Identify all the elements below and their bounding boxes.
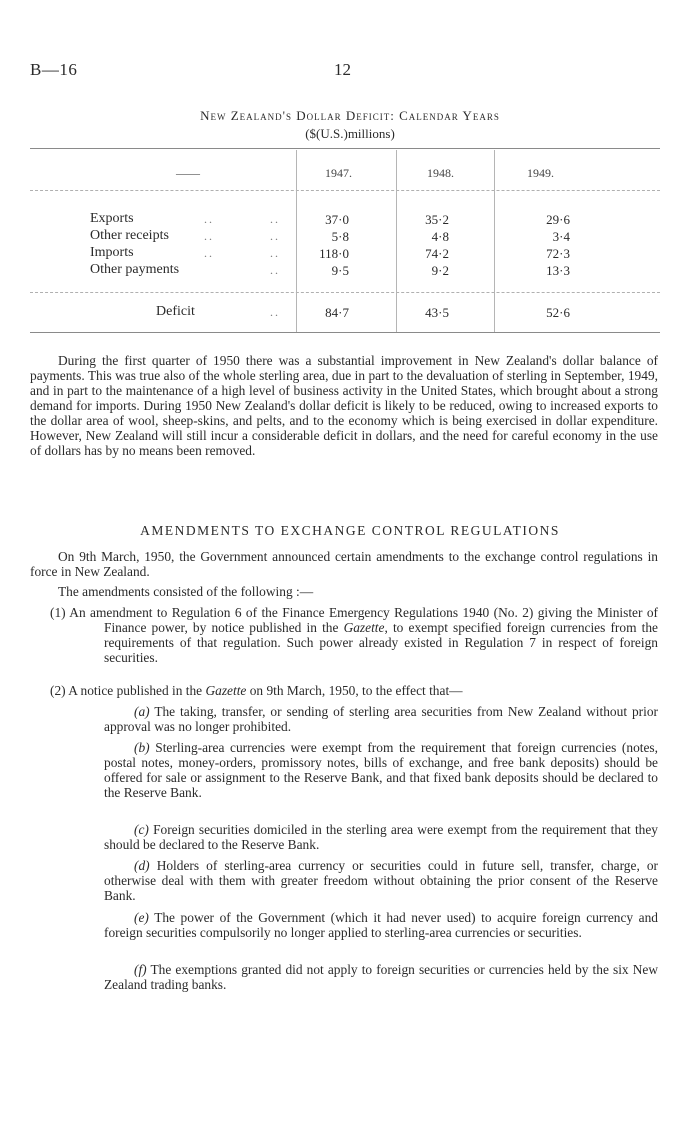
leader-dots: .. <box>204 212 214 226</box>
list-item-text: , to exempt specified foreign currencies from the requirements of that regulation. Such power already existed in Regulation 7 in respect of foreign securities. <box>104 620 658 665</box>
cell-imports-1948: 74·2 <box>425 246 449 261</box>
table-top-rule <box>30 148 660 149</box>
list-item-1-body <box>30 605 658 665</box>
sub-item-text: The taking, transfer, or sending of sterling area securities from New Zealand without prior approval was no longer prohibited. <box>104 704 658 734</box>
table-title: New Zealand's Dollar Deficit: Calendar Years <box>200 108 500 123</box>
cell-exports-1948: 35·2 <box>425 212 449 227</box>
cell-other-receipts-1948: 4·8 <box>431 229 449 244</box>
sub-item-d <box>104 858 658 903</box>
list-item-text: An amendment to Regulation 6 of the Finance Emergency Regulations 1940 (No. 2) giving the Minister of Finance power, by notice published in the <box>69 605 659 635</box>
gazette-italic: Gazette <box>205 683 247 698</box>
list-item-number: (1) <box>50 605 66 620</box>
cell-other-payments-1948: 9·2 <box>431 263 449 278</box>
cell-other-payments-1949: 13·3 <box>546 263 570 278</box>
list-item-text: A notice published in the <box>68 683 206 698</box>
sub-item-letter: (c) <box>134 822 149 837</box>
row-label-exports: Exports <box>90 211 134 226</box>
cell-deficit-1948: 43·5 <box>425 305 449 320</box>
leader-dots: .. <box>204 229 214 243</box>
cell-exports-1947: 37·0 <box>325 212 349 227</box>
sub-item-letter: (a) <box>134 704 150 719</box>
list-item-2-body <box>30 683 658 698</box>
leader-dots: .. <box>270 263 280 277</box>
sub-item-a <box>104 704 658 734</box>
sub-item-e <box>104 910 658 940</box>
list-item-number: (2) <box>50 683 66 698</box>
sub-item-letter: (f) <box>134 962 147 977</box>
paragraph-dollar-balance: During the first quarter of 1950 there was a substantial improvement in New Zealand's dollar balance of payments. This was true also of the whole sterling area, due in part to the devaluation of sterling in September, 1949, and in part to the maintenance of a high level of business activity in the United States, which brought about a strong demand for imports. During 1950 New Zealand's dollar deficit is likely to be reduced, owing to increased exports to the dollar area of wool, sheep-skins, and pelts, and to the economy which is being exercised in dollar expenditure. However, New Zealand will still incur a considerable deficit in dollars, and the need for careful economy in the use of dollars has by no means been removed. <box>30 353 658 458</box>
column-header-1949: 1949. <box>527 166 554 180</box>
cell-imports-1947: 118·0 <box>319 246 349 261</box>
table-bottom-rule <box>30 332 660 333</box>
leader-dots: .. <box>270 212 280 226</box>
section-heading: AMENDMENTS TO EXCHANGE CONTROL REGULATIONS <box>140 523 560 538</box>
cell-imports-1949: 72·3 <box>546 246 570 261</box>
sub-item-letter: (d) <box>134 858 150 873</box>
table-column-divider <box>494 150 495 332</box>
sub-item-text: Holders of sterling-area currency or securities could in future sell, transfer, charge, or otherwise deal with them with greater freedom without obtaining the prior consent of the Reserve Bank. <box>104 858 658 903</box>
row-label-other-payments: Other payments <box>90 262 180 277</box>
list-item-text: on 9th March, 1950, to the effect that— <box>246 683 463 698</box>
list-item-1 <box>30 605 658 665</box>
row-label-deficit: Deficit <box>156 304 195 319</box>
sub-item-letter: (e) <box>134 910 149 925</box>
cell-other-payments-1947: 9·5 <box>331 263 349 278</box>
sub-item-text: The power of the Government (which it had never used) to acquire foreign currency and foreign securities compulsorily no longer applied to sterling-area currencies or securities. <box>104 910 658 940</box>
sub-item-letter: (b) <box>134 740 150 755</box>
leader-dots: .. <box>204 246 214 260</box>
section-lead: The amendments consisted of the following :— <box>58 584 314 599</box>
table-subtotal-rule <box>30 292 660 293</box>
leader-dots: .. <box>270 305 280 319</box>
sub-item-text: The exemptions granted did not apply to foreign securities or currencies held by the six New Zealand trading banks. <box>104 962 659 992</box>
gazette-italic: Gazette <box>343 620 385 635</box>
cell-deficit-1947: 84·7 <box>325 305 349 320</box>
list-item-2 <box>30 683 658 698</box>
sub-item-b <box>104 740 658 800</box>
cell-other-receipts-1947: 5·8 <box>331 229 349 244</box>
column-header-1947: 1947. <box>325 166 352 180</box>
table-corner: —— <box>176 166 200 180</box>
table-header-rule <box>30 190 660 191</box>
sub-item-f <box>104 962 658 992</box>
section-intro: On 9th March, 1950, the Government announced certain amendments to the exchange control regulations in force in New Zealand. <box>30 549 658 579</box>
table-subtitle: ($(U.S.)millions) <box>305 126 395 141</box>
cell-exports-1949: 29·6 <box>546 212 570 227</box>
cell-other-receipts-1949: 3·4 <box>552 229 570 244</box>
sub-item-text: Foreign securities domiciled in the sterling area were exempt from the requirement that they should be declared to the Reserve Bank. <box>104 822 658 852</box>
report-code: B—16 <box>30 60 78 79</box>
sub-item-c <box>104 822 658 852</box>
cell-deficit-1949: 52·6 <box>546 305 570 320</box>
sub-item-text: Sterling-area currencies were exempt from the requirement that foreign currencies (notes, postal notes, money-orders, promissory notes, bills of exchange, and free bank deposits) should be offered for sale or assignment to the Reserve Bank, and that fixed bank deposits should be declared to the Reserve Bank. <box>104 740 658 800</box>
row-label-imports: Imports <box>90 245 134 260</box>
row-label-other-receipts: Other receipts <box>90 228 169 243</box>
leader-dots: .. <box>270 246 280 260</box>
leader-dots: .. <box>270 229 280 243</box>
page-number: 12 <box>334 60 351 79</box>
column-header-1948: 1948. <box>427 166 454 180</box>
